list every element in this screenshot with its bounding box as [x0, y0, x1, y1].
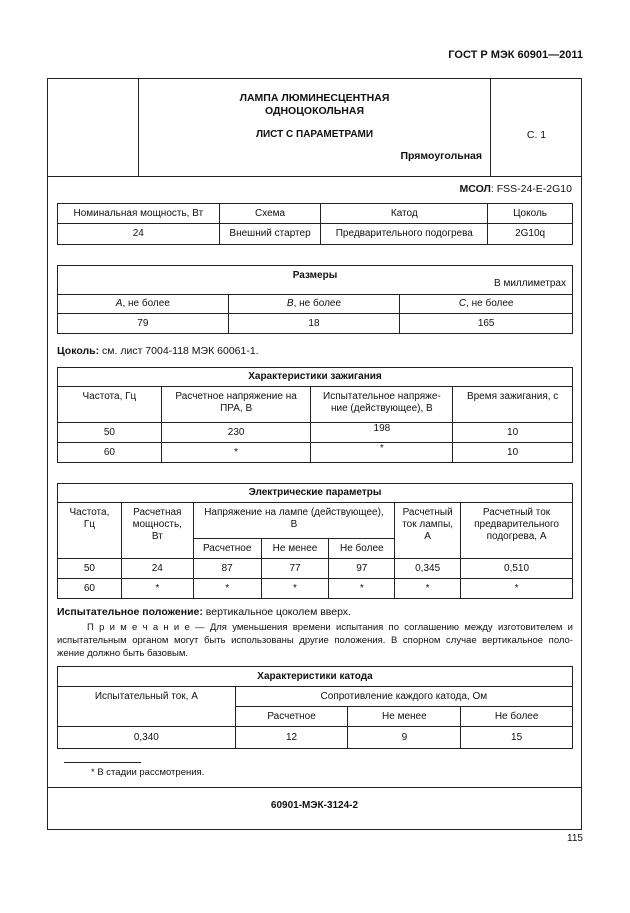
table-header: Сопротивление каждого катода, Ом — [235, 687, 572, 707]
table-header: Цоколь — [488, 204, 573, 224]
table-header: Не менее — [261, 539, 329, 559]
cathode-title: Характеристики катода — [58, 667, 573, 687]
table-cell: * — [395, 579, 461, 599]
table-cell: 87 — [193, 559, 261, 579]
title-line-2: ОДНОЦОКОЛЬНАЯ — [264, 105, 365, 117]
table-cell: 18 — [228, 314, 400, 334]
table-cell: * — [461, 579, 573, 599]
electrical-table — [57, 483, 573, 599]
table-header: B, не более — [228, 295, 400, 314]
table-header: Частота, Гц — [58, 387, 162, 423]
table-cell: 60 — [58, 579, 122, 599]
title-line-1: ЛАМПА ЛЮМИНЕСЦЕНТНАЯ — [239, 92, 390, 104]
table-cell: Внешний стартер — [219, 224, 321, 245]
table-cell: 165 — [400, 314, 573, 334]
table-cell: 15 — [461, 727, 573, 749]
ignition-table — [57, 367, 573, 463]
table-cell: * — [193, 579, 261, 599]
table-cell: 198 — [311, 423, 453, 443]
footnote: * В стадии рассмотрения. — [91, 767, 205, 778]
table-cell: 0,340 — [58, 727, 236, 749]
lamp-shape: Прямоугольная — [400, 150, 482, 162]
table-cell: * — [161, 443, 311, 463]
sheet-number: 60901-МЭК-3124-2 — [270, 800, 359, 811]
table-cell: 0,510 — [461, 559, 573, 579]
table-cell: 2G10q — [488, 224, 573, 245]
sheet-title: ЛИСТ С ПАРАМЕТРАМИ — [255, 129, 374, 140]
main-params-table — [57, 203, 573, 245]
page-ref: С. 1 — [526, 129, 547, 141]
table-header: Расчетный ток предварительного подогрева, А — [461, 503, 573, 559]
footnote-rule — [64, 762, 141, 763]
table-header: Расчетная мощность, Вт — [121, 503, 193, 559]
table-header: Схема — [219, 204, 321, 224]
table-header: Катод — [321, 204, 488, 224]
table-header: Не более — [461, 707, 573, 727]
table-cell: 10 — [453, 423, 573, 443]
test-position: Испытательное положение: вертикальное цоколем вверх. — [57, 606, 351, 618]
dimensions-unit: В миллиметрах — [494, 278, 566, 289]
table-header: Испытательное напряже- ние (действующее), В — [311, 387, 453, 423]
note: П р и м е ч а н и е — Для уменьшения времени испытания по соглашению между изготовителем и испытательным органом могут быть использованы другие положения. В спорном случае вертикальное поло- жение должно быть базовым. — [57, 622, 573, 659]
table-header: Не более — [329, 539, 395, 559]
page-number: 115 — [567, 833, 583, 844]
cathode-table — [57, 666, 573, 749]
electrical-title: Электрические параметры — [58, 484, 573, 503]
table-header: Расчетное — [193, 539, 261, 559]
table-cell: 0,345 — [395, 559, 461, 579]
standard-header: ГОСТ Р МЭК 60901—2011 — [448, 49, 583, 61]
table-header: Номинальная мощность, Вт — [58, 204, 220, 224]
table-cell: * — [121, 579, 193, 599]
table-cell: 97 — [329, 559, 395, 579]
table-cell: 24 — [121, 559, 193, 579]
table-header: Частота, Гц — [58, 503, 122, 559]
table-header: C, не более — [400, 295, 573, 314]
table-cell: * — [311, 443, 453, 463]
table-cell: * — [329, 579, 395, 599]
table-header: Расчетное напряжение на ПРА, В — [161, 387, 311, 423]
table-cell: 50 — [58, 423, 162, 443]
table-cell: Предварительного подогрева — [321, 224, 488, 245]
table-header: Напряжение на лампе (действующее), В — [193, 503, 394, 539]
table-header: Расчетный ток лампы, А — [395, 503, 461, 559]
table-cell: * — [261, 579, 329, 599]
bottom-divider — [47, 787, 582, 788]
cap-reference: Цоколь: см. лист 7004-118 МЭК 60061-1. — [57, 345, 259, 357]
table-header: Испытательный ток, А — [58, 687, 236, 727]
table-cell: 60 — [58, 443, 162, 463]
table-header: Расчетное — [235, 707, 348, 727]
table-cell: 10 — [453, 443, 573, 463]
table-cell: 77 — [261, 559, 329, 579]
table-cell: 79 — [58, 314, 229, 334]
ignition-title: Характеристики зажигания — [58, 368, 573, 387]
dimensions-title: Размеры — [292, 270, 338, 281]
title-block — [47, 78, 582, 177]
table-cell: 9 — [348, 727, 461, 749]
table-cell: 12 — [235, 727, 348, 749]
ilcos-code: МСОЛ: FSS-24-E-2G10 — [459, 183, 572, 195]
dimensions-table — [57, 265, 573, 334]
table-cell: 24 — [58, 224, 220, 245]
table-cell: 50 — [58, 559, 122, 579]
table-header: Не менее — [348, 707, 461, 727]
table-header: A, не более — [58, 295, 229, 314]
table-header: Время зажигания, с — [453, 387, 573, 423]
table-cell: 230 — [161, 423, 311, 443]
